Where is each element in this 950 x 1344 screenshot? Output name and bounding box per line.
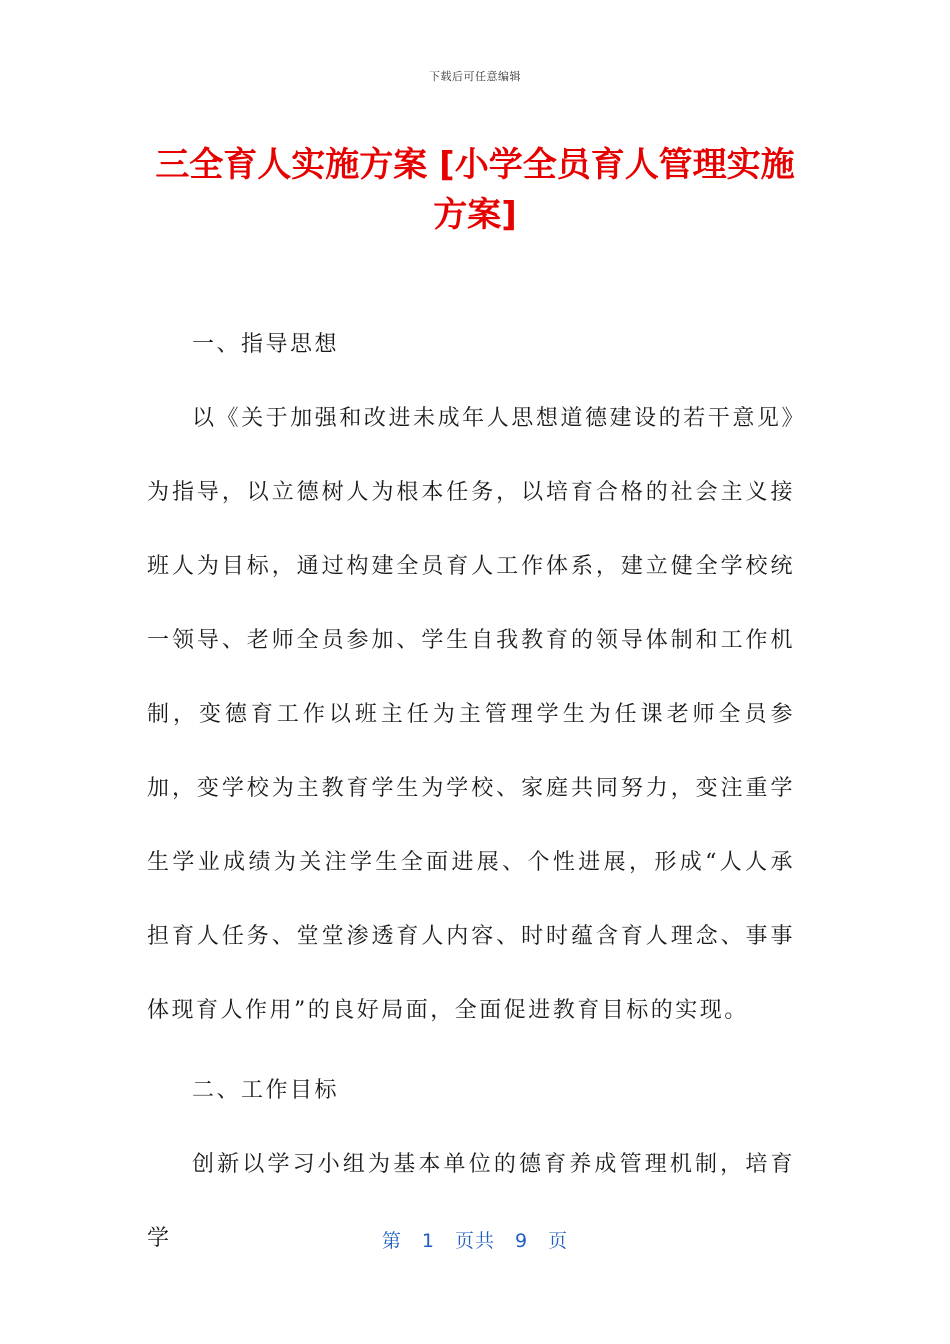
page-label-prefix: 第 xyxy=(381,1230,402,1252)
section2-heading: 二、工作目标 xyxy=(192,1078,340,1103)
document-title: 三全育人实施方案 [小学全员育人管理实施方案] xyxy=(155,145,795,235)
section1-paragraph-block xyxy=(147,382,795,1048)
page-footer xyxy=(0,1226,950,1253)
section2-paragraph-block xyxy=(147,1128,795,1276)
section2-heading-block xyxy=(147,1073,795,1104)
section1-heading-block xyxy=(147,327,795,358)
page-label-suffix: 页 xyxy=(548,1230,569,1252)
header-note: 下载后可任意编辑 xyxy=(429,70,521,83)
page-label-middle: 页共 xyxy=(454,1230,495,1252)
section1-heading: 一、指导思想 xyxy=(192,332,340,357)
total-pages-number: 9 xyxy=(515,1230,529,1252)
section2-paragraph: 创新以学习小组为基本单位的德育养成管理机制，培育学 xyxy=(147,1152,795,1251)
section1-paragraph: 以《关于加强和改进未成年人思想道德建设的若干意见》为指导，以立德树人为根本任务，以培育合格的社会主义接班人为目标，通过构建全员育人工作体系，建立健全学校统一领导、老师全员参加、学生自我教育的领导体制和工作机制，变德育工作以班主任为主管理学生为任课老师全员参加，变学校为主教育学生为学校、家庭共同努力，变注重学生学业成绩为关注学生全面进展、个性进展，形成“人人承担育人任务、堂堂渗透育人内容、时时蕴含育人理念、事事体现育人作用”的良好局面，全面促进教育目标的实现。 xyxy=(147,406,795,1023)
current-page-number: 1 xyxy=(421,1230,435,1252)
